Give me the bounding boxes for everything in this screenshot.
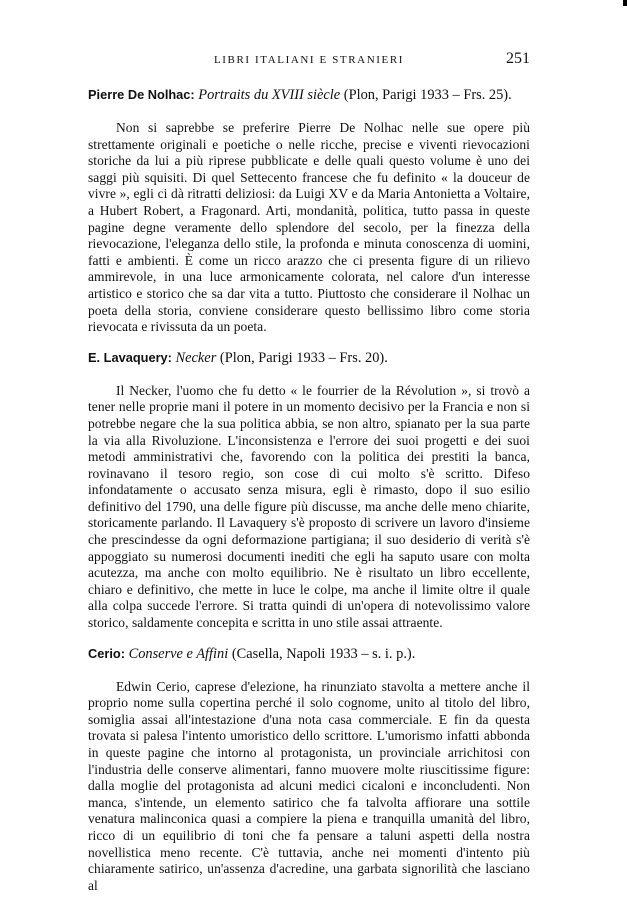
entry-text: Non si saprebbe se preferire Pierre De Nolhac nelle sue opere più strettamente originali e poetiche o nelle ricche, precise e viventi rievocazioni storiche da lui a più riprese pubblicate e delle quali questo volume è uno dei saggi più squisiti. Di quel Settecento francese che fu definito « la douceur de vivre », egli ci dà ritratti deliziosi: da Luigi XV e da Maria Antonietta a Voltaire, a Hubert Robert, a Fragonard. Arti, mondanità, politica, tutto passa in queste pagine degne veramente dello splendore del secolo, per la finezza della rievocazione, l'eleganza dello stile, la profonda e minuta conoscenza di uomini, fatti e ambienti. È come un ricco arazzo che ci presenta figure di un rilievo ammirevole, in una luce armonicamente colorata, nel calore d'un interesse artistico e storico che sa dar vita a tutto. Piuttosto che considerare il Nolhac un poeta della storia, conviene considerare questo bellissimo libro come storia rievocata e rivissuta da un poeta. xyxy=(88,120,530,335)
review-entry xyxy=(88,645,530,895)
running-header xyxy=(88,50,530,74)
entry-author: Pierre De Nolhac: xyxy=(88,87,195,102)
entry-author: Cerio: xyxy=(88,645,125,661)
entry-heading xyxy=(88,645,530,663)
entry-title: Necker xyxy=(175,349,217,366)
entry-heading xyxy=(88,349,530,367)
page-edge-mark xyxy=(623,0,627,6)
review-entry xyxy=(88,86,530,336)
entry-heading xyxy=(88,86,530,104)
page-number: 251 xyxy=(506,50,530,67)
running-title: LIBRI ITALIANI E STRANIERI xyxy=(213,54,405,66)
entry-title: Portraits du XVIII siècle xyxy=(198,87,341,103)
entry-title: Conserve e Affini xyxy=(128,645,229,662)
entry-details: (Plon, Parigi 1933 – Frs. 20). xyxy=(219,349,388,366)
entry-text: Edwin Cerio, capresе d'elezione, ha rinunziato stavolta a mettere anche il proprio nome sulla copertina perché il solo cognome, unito al titolo del libro, somiglia assai all'intestazione d'una nota casa commerciale. E fin da questa trovata si palesa l'intento umoristico dello scrittore. L'umorismo infatti abbonda in queste pagine che intorno al protagonista, un provinciale arrichitosi con l'industria delle conserve alimentari, fanno muovere molte riuscitissime figure: dalla moglie del protagonista ad alcuni medici cicaloni e inconcludenti. Non manca, s'intende, un elemento satirico che fa talvolta affiorare una sottile venatura malinconica quasi a compiere la piena e tranquilla umanità del libro, ricco di un equilibrio di toni che fa pensare a taluni aspetti della nostra novellistica meno recente. C'è tuttavia, anche nei momenti d'intento più chiaramente satirico, un'assenza d'acredine, una garbata signorilità che lasciano al xyxy=(88,678,530,893)
entry-text: Il Necker, l'uomo che fu detto « le fourrier de la Révolution », si trovò a tener nelle proprie mani il potere in un momento decisivo per la Francia e non si potrebbe negare che la sua politica abbia, se non altro, spianato per la sua parte la via alla Rivoluzione. L'inconsistenza e l'errore dei suoi progetti e dei suoi metodi amministrativi che, favorendo con la politica dei prestiti la banca, rovinavano il tesoro regio, son cose di cui molto s'è scritto. Difeso infondatamente o accusato senza misura, egli è rimasto, dopo il suo esilio definitivo del 1790, una delle figure più discusse, ma anche delle meno chiarite, storicamente parlando. Il Lavaquery s'è proposto di scrivere un lavoro d'insieme che prescindesse da ogni deformazione partigiana; il suo desiderio di verità s'è appoggiato su numerosi documenti inediti che egli ha saputo usare con molta acutezza, ma anche con molto equilibrio. Ne è risultato un libro eccellente, chiaro e definitivo, che mette in luce le colpe, ma anche il limite oltre il quale alla colpa succede l'errore. Si tratta quindi di un'opera di notevolissimo valore storico, saldamente concepita e scritta in uno stile assai attraente. xyxy=(88,382,530,631)
entry-author: E. Lavaquery: xyxy=(88,349,172,365)
entry-details: (Plon, Parigi 1933 – Frs. 25). xyxy=(343,87,512,103)
entry-details: (Casella, Napoli 1933 – s. i. p.). xyxy=(231,645,416,662)
page xyxy=(88,50,530,894)
review-entry xyxy=(88,349,530,632)
